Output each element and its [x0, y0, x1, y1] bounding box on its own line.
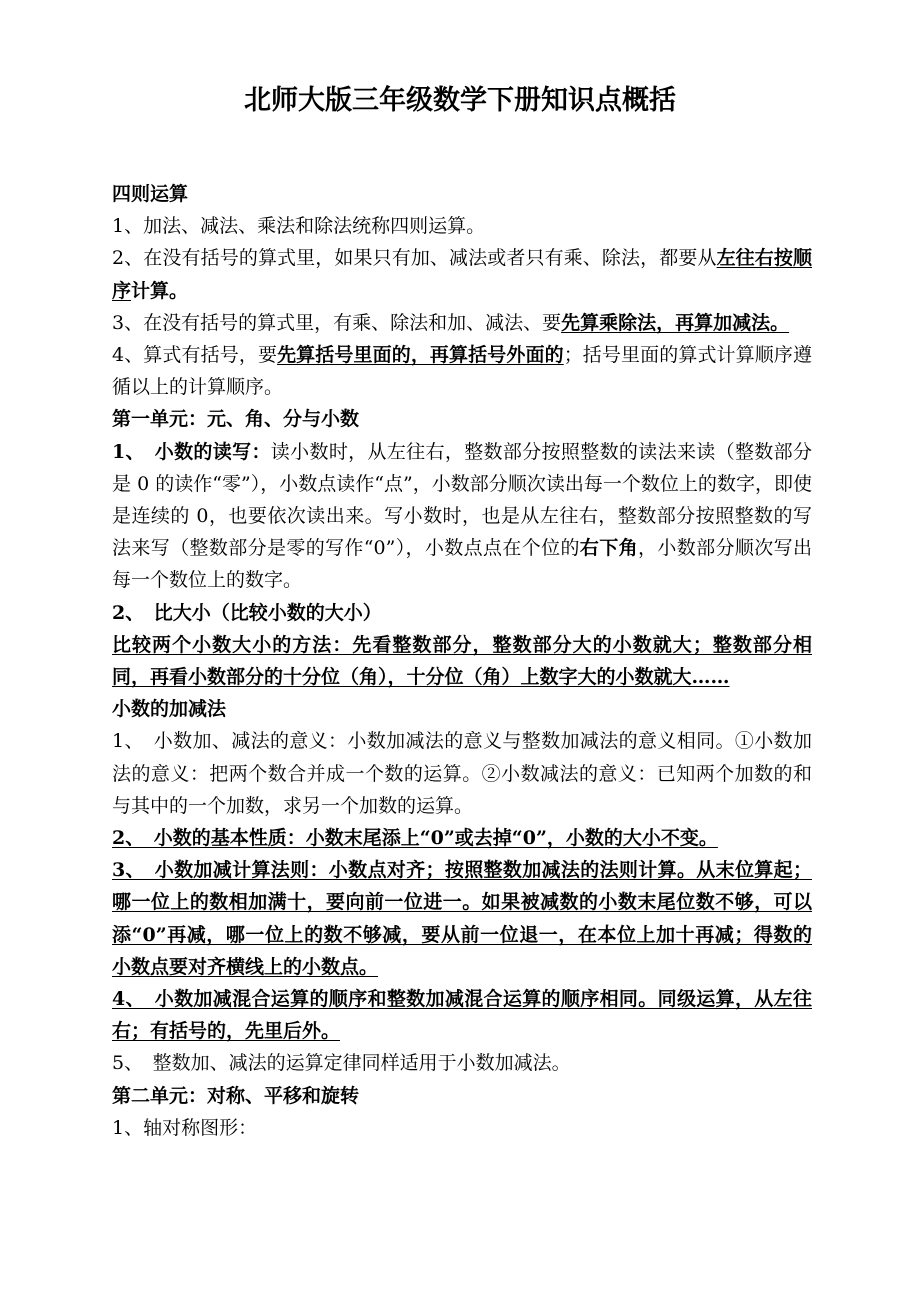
- section-heading-ops: 四则运算: [112, 183, 189, 205]
- ops-item-3-text: 3、在没有括号的算式里，有乘、除法和加、减法、要: [112, 311, 562, 334]
- ops-item-1: 1、加法、减法、乘法和除法统称四则运算。: [112, 215, 486, 238]
- ops-item-2-text: 2、在没有括号的算式里，如果只有加、减法或者只有乘、除法，都要从: [112, 247, 717, 270]
- unit1-item-1-text: 读小数时，从左往右，整数部分按照整数的读法来读（整数部分是 0 的读作“零”），小数点读作“点”，小数部分顺次读出每一个数位上的数字，即使是连续的 0，也要依次读出来。写小数时，也是从左往右，整数部分按照整数的写法来写（整数部分是零的写作“0”），小数点点在个位的: [112, 440, 812, 560]
- ops-item-3: [112, 307, 812, 339]
- document-title: 北师大版三年级数学下册知识点概括: [244, 85, 676, 116]
- decimal-item-1: 1、 小数加、减法的意义：小数加减法的意义与整数加减法的意义相同。①小数加法的意义：把两个数合并成一个数的运算。②小数减法的意义：已知两个加数的和与其中的一个加数，求另一个加数的运算。: [112, 730, 812, 817]
- ops-item-2-end: 计算。: [131, 279, 189, 302]
- decimal-item-5: 5、 整数加、减法的运算定律同样适用于小数加减法。: [112, 1052, 571, 1075]
- ops-item-2: [112, 242, 812, 306]
- section-heading-unit2: 第二单元：对称、平移和旋转: [112, 1084, 360, 1107]
- decimal-item-3: 3、 小数加减计算法则：小数点对齐；按照整数加减法的法则计算。从末位算起；哪一位上的数相加满十，要向前一位进一。如果被减数的小数末尾位数不够，可以添“0”再减，哪一位上的数不够减，要从前一位退一，在本位上加十再减；得数的小数点要对齐横线上的小数点。: [112, 859, 812, 978]
- section-heading-decimal: 小数的加减法: [112, 698, 227, 721]
- ops-item-4-text: 4、算式有括号，要: [112, 344, 278, 367]
- decimal-item-2: 2、 小数的基本性质：小数末尾添上“0”或去掉“0”，小数的大小不变。: [112, 827, 718, 850]
- section-heading-unit1: 第一单元：元、角、分与小数: [112, 408, 360, 431]
- unit1-item-1-emphasis: 右下角: [579, 537, 638, 560]
- unit1-item-1-label: 1、 小数的读写：: [112, 440, 271, 463]
- ops-item-2-emphasis: 左往右按顺序: [112, 247, 812, 302]
- unit1-item-2: 2、 比大小（比较小数的大小）: [112, 601, 382, 624]
- ops-item-3-emphasis: 先算乘除法，再算加减法。: [561, 311, 790, 334]
- unit1-item-2-rule: 比较两个小数大小的方法：先看整数部分，整数部分大的小数就大；整数部分相同，再看小数部分的十分位（角），十分位（角）上数字大的小数就大……: [112, 633, 812, 689]
- unit1-item-1: [112, 436, 812, 597]
- decimal-item-4: 4、 小数加减混合运算的顺序和整数加减混合运算的顺序相同。同级运算，从左往右；有括号的，先里后外。: [112, 988, 812, 1043]
- ops-item-4-emphasis: 先算括号里面的，再算括号外面的: [277, 344, 564, 367]
- document-body: [112, 178, 812, 1144]
- ops-item-4: [112, 339, 812, 403]
- unit2-item-1: 1、轴对称图形：: [112, 1116, 258, 1139]
- ops-item-4-end: ；括号里面的算式计算顺序遵循以上的计算顺序。: [112, 344, 812, 399]
- unit1-item-1-end: ，小数部分顺次写出每一个数位上的数字。: [112, 537, 812, 592]
